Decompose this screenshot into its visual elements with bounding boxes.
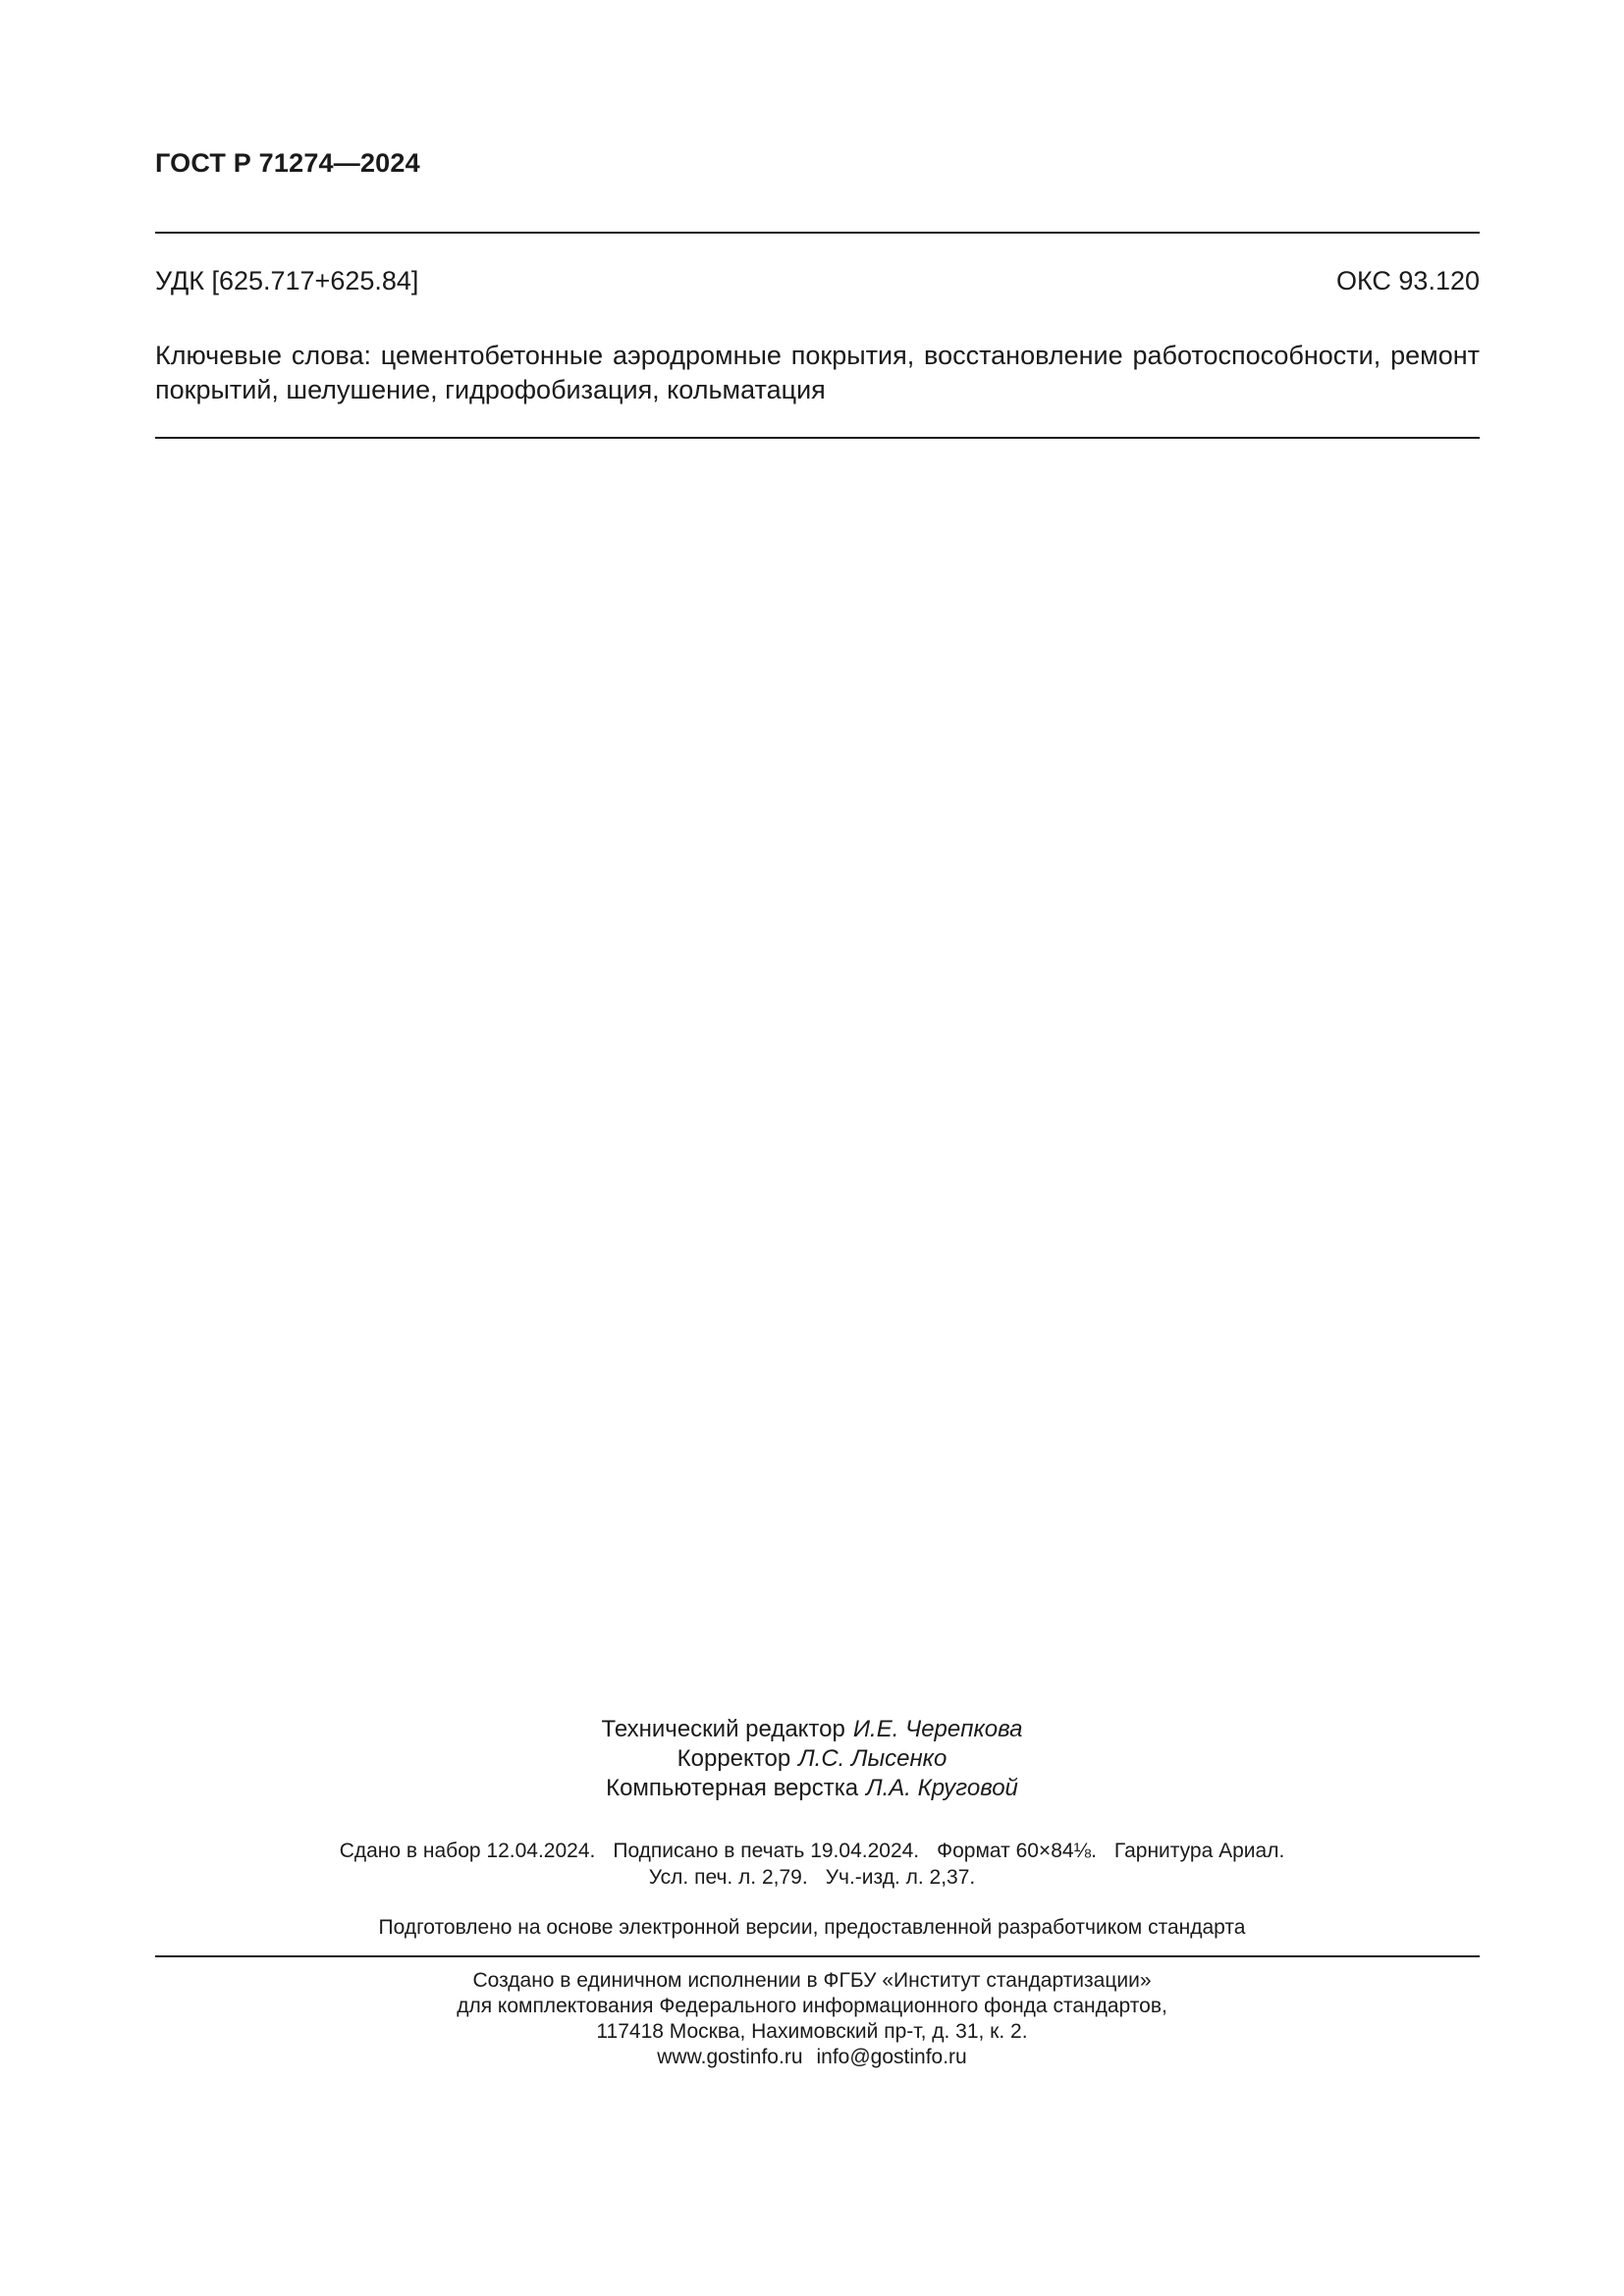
udc-code: УДК [625.717+625.84] xyxy=(155,266,419,295)
layout-label: Компьютерная верстка xyxy=(606,1775,859,1801)
publisher-contacts xyxy=(0,2045,1624,2070)
tech-editor-name: И.Е. Черепкова xyxy=(852,1716,1023,1742)
proofreader-name: Л.С. Лысенко xyxy=(798,1745,947,1772)
top-divider xyxy=(155,232,1480,234)
keywords-divider xyxy=(155,437,1480,439)
classification-row xyxy=(155,266,1480,296)
publisher-divider xyxy=(155,1955,1480,1957)
layout-line xyxy=(0,1774,1624,1803)
oks-code: ОКС 93.120 xyxy=(1335,266,1480,295)
print-info-block xyxy=(0,1838,1624,1891)
website-link[interactable]: www.gostinfo.ru xyxy=(657,2046,803,2068)
publisher-block xyxy=(0,1968,1624,2070)
proofreader-label: Корректор xyxy=(677,1745,791,1772)
publisher-line-1: Создано в единичном исполнении в ФГБУ «Институт стандартизации» xyxy=(472,1969,1152,1992)
prepared-note: Подготовлено на основе электронной версии, предоставленной разработчиком стандарта xyxy=(378,1916,1246,1939)
tech-editor-label: Технический редактор xyxy=(601,1716,845,1742)
email-link[interactable]: info@gostinfo.ru xyxy=(816,2046,967,2068)
keywords-paragraph: Ключевые слова: цементобетонные аэродромные покрытия, восстановление работоспособности, ремонт покрытий, шелушение, гидрофобизация, кольматация xyxy=(155,341,1480,404)
publisher-line-2: для комплектования Федерального информационного фонда стандартов, xyxy=(457,1995,1167,2017)
signed-date: Подписано в печать 19.04.2024. xyxy=(613,1840,920,1862)
print-info-line-1 xyxy=(0,1838,1624,1864)
standard-code: ГОСТ Р 71274—2024 xyxy=(155,148,420,178)
proofreader-line xyxy=(0,1744,1624,1774)
print-info-line-2 xyxy=(0,1864,1624,1891)
layout-name: Л.А. Круговой xyxy=(866,1775,1018,1801)
submitted-date: Сдано в набор 12.04.2024. xyxy=(339,1840,596,1862)
print-sheets: Усл. печ. л. 2,79. xyxy=(648,1866,808,1889)
paper-format: Формат 60×84⅛. xyxy=(937,1840,1097,1862)
typeface: Гарнитура Ариал. xyxy=(1113,1840,1285,1862)
tech-editor-line xyxy=(0,1715,1624,1744)
publisher-address: 117418 Москва, Нахимовский пр-т, д. 31, к. 2. xyxy=(596,2020,1028,2043)
edition-sheets: Уч.-изд. л. 2,37. xyxy=(825,1866,976,1889)
credits-block xyxy=(0,1715,1624,1803)
